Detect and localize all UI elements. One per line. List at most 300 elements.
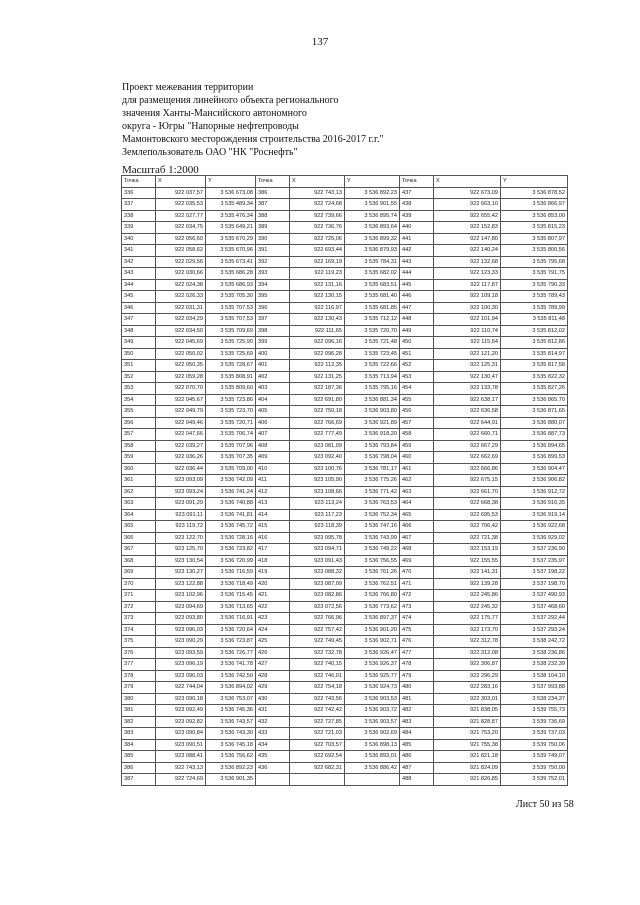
x-coordinate-cell: 923 087,09 xyxy=(290,578,345,590)
point-number-cell: 413 xyxy=(256,498,290,510)
x-coordinate-cell: 922 024,38 xyxy=(156,279,206,291)
x-coordinate-cell: 922 111,65 xyxy=(290,325,345,337)
x-coordinate-cell: 922 027,77 xyxy=(156,210,206,222)
point-number-cell: 454 xyxy=(400,383,434,395)
y-coordinate-cell: 3 536 781,17 xyxy=(345,463,400,475)
y-coordinate-cell: 3 536 798,04 xyxy=(345,452,400,464)
y-coordinate-cell: 3 536 893,01 xyxy=(345,751,400,763)
y-coordinate-cell: 3 536 903,72 xyxy=(345,705,400,717)
table-row xyxy=(122,337,568,349)
y-coordinate-cell: 3 535 673,41 xyxy=(206,256,256,268)
y-coordinate-cell: 3 536 916,35 xyxy=(501,498,568,510)
y-coordinate-cell: 3 535 670,29 xyxy=(206,233,256,245)
point-number-cell: 367 xyxy=(122,544,156,556)
x-coordinate-cell: 923 093,24 xyxy=(156,486,206,498)
point-number-cell: 388 xyxy=(256,210,290,222)
column-header-point: Точка xyxy=(256,176,290,188)
column-header-x: X xyxy=(156,176,206,188)
x-coordinate-cell: 923 096,03 xyxy=(156,670,206,682)
point-number-cell: 436 xyxy=(256,762,290,774)
y-coordinate-cell: 3 535 670,96 xyxy=(206,245,256,257)
y-coordinate-cell: 3 536 903,53 xyxy=(345,693,400,705)
y-coordinate-cell: 3 536 895,74 xyxy=(345,210,400,222)
document-header xyxy=(122,81,562,159)
y-coordinate-cell: 3 537 468,60 xyxy=(501,601,568,613)
point-number-cell xyxy=(256,774,290,786)
point-number-cell: 345 xyxy=(122,291,156,303)
x-coordinate-cell: 922 139,28 xyxy=(434,578,501,590)
x-coordinate-cell: 922 703,57 xyxy=(290,739,345,751)
table-row xyxy=(122,636,568,648)
y-coordinate-cell: 3 536 892,23 xyxy=(206,762,256,774)
x-coordinate-cell: 922 035,53 xyxy=(156,199,206,211)
point-number-cell: 399 xyxy=(256,337,290,349)
point-number-cell: 381 xyxy=(122,705,156,717)
x-coordinate-cell: 922 115,64 xyxy=(434,337,501,349)
x-coordinate-cell: 922 056,60 xyxy=(156,233,206,245)
point-number-cell: 478 xyxy=(400,659,434,671)
coordinates-table xyxy=(121,175,568,786)
y-coordinate-cell: 3 535 789,99 xyxy=(501,302,568,314)
point-number-cell: 440 xyxy=(400,222,434,234)
point-number-cell: 341 xyxy=(122,245,156,257)
x-coordinate-cell: 922 296,29 xyxy=(434,670,501,682)
x-coordinate-cell: 922 746,01 xyxy=(290,670,345,682)
point-number-cell: 460 xyxy=(400,452,434,464)
point-number-cell: 352 xyxy=(122,371,156,383)
y-coordinate-cell: 3 536 723,87 xyxy=(206,636,256,648)
x-coordinate-cell: 922 245,32 xyxy=(434,601,501,613)
y-coordinate-cell: 3 539 752,01 xyxy=(501,774,568,786)
point-number-cell: 338 xyxy=(122,210,156,222)
point-number-cell: 423 xyxy=(256,613,290,625)
x-coordinate-cell: 923 091,11 xyxy=(156,509,206,521)
point-number-cell: 445 xyxy=(400,279,434,291)
table-row xyxy=(122,567,568,579)
y-coordinate-cell: 3 536 919,14 xyxy=(501,509,568,521)
x-coordinate-cell: 922 173,70 xyxy=(434,624,501,636)
y-coordinate-cell: 3 535 649,21 xyxy=(206,222,256,234)
x-coordinate-cell: 922 663,10 xyxy=(434,199,501,211)
point-number-cell: 371 xyxy=(122,590,156,602)
x-coordinate-cell: 921 753,20 xyxy=(434,728,501,740)
x-coordinate-cell: 923 095,78 xyxy=(290,532,345,544)
header-line: значения Ханты-Мансийского автономного xyxy=(122,108,307,119)
column-header-y: Y xyxy=(345,176,400,188)
x-coordinate-cell: 922 725,06 xyxy=(290,233,345,245)
table-row xyxy=(122,360,568,372)
y-coordinate-cell: 3 535 808,91 xyxy=(206,371,256,383)
point-number-cell: 377 xyxy=(122,659,156,671)
x-coordinate-cell: 922 692,54 xyxy=(290,751,345,763)
point-number-cell: 349 xyxy=(122,337,156,349)
y-coordinate-cell: 3 539 736,69 xyxy=(501,716,568,728)
y-coordinate-cell: 3 538 234,37 xyxy=(501,693,568,705)
y-coordinate-cell: 3 536 926,37 xyxy=(345,659,400,671)
y-coordinate-cell: 3 536 871,65 xyxy=(501,406,568,418)
x-coordinate-cell: 922 660,71 xyxy=(434,429,501,441)
table-row xyxy=(122,762,568,774)
point-number-cell: 359 xyxy=(122,452,156,464)
x-coordinate-cell: 922 116,97 xyxy=(290,302,345,314)
y-coordinate-cell: 3 536 906,82 xyxy=(501,475,568,487)
x-coordinate-cell: 922 655,42 xyxy=(434,210,501,222)
x-coordinate-cell: 922 695,53 xyxy=(434,509,501,521)
point-number-cell: 427 xyxy=(256,659,290,671)
column-header-x: X xyxy=(434,176,501,188)
point-number-cell: 397 xyxy=(256,314,290,326)
table-row xyxy=(122,532,568,544)
y-coordinate-cell: 3 536 901,55 xyxy=(345,199,400,211)
y-coordinate-cell: 3 535 812,02 xyxy=(501,325,568,337)
table-body xyxy=(122,187,568,785)
point-number-cell: 426 xyxy=(256,647,290,659)
y-coordinate-cell: 3 536 718,49 xyxy=(206,578,256,590)
table-row xyxy=(122,670,568,682)
x-coordinate-cell: 922 100,30 xyxy=(434,302,501,314)
y-coordinate-cell: 3 536 741,78 xyxy=(206,659,256,671)
table-row xyxy=(122,590,568,602)
point-number-cell: 386 xyxy=(256,187,290,199)
point-number-cell: 406 xyxy=(256,417,290,429)
x-coordinate-cell: 923 100,76 xyxy=(290,463,345,475)
table-row xyxy=(122,613,568,625)
y-coordinate-cell: 3 536 865,70 xyxy=(501,394,568,406)
y-coordinate-cell: 3 535 725,69 xyxy=(206,348,256,360)
point-number-cell: 351 xyxy=(122,360,156,372)
x-coordinate-cell: 922 096,16 xyxy=(290,337,345,349)
y-coordinate-cell: 3 539 755,73 xyxy=(501,705,568,717)
table-row xyxy=(122,245,568,257)
x-coordinate-cell: 923 088,41 xyxy=(156,751,206,763)
y-coordinate-cell: 3 536 716,91 xyxy=(206,613,256,625)
y-coordinate-cell: 3 536 766,80 xyxy=(345,590,400,602)
sheet-number: Лист 50 из 58 xyxy=(516,799,574,810)
y-coordinate-cell: 3 535 822,32 xyxy=(501,371,568,383)
x-coordinate-cell: 922 133,78 xyxy=(434,383,501,395)
y-coordinate-cell: 3 536 880,07 xyxy=(501,417,568,429)
x-coordinate-cell: 923 118,39 xyxy=(290,521,345,533)
point-number-cell: 396 xyxy=(256,302,290,314)
x-coordinate-cell: 923 092,40 xyxy=(290,452,345,464)
x-coordinate-cell: 923 119,72 xyxy=(156,521,206,533)
point-number-cell: 435 xyxy=(256,751,290,763)
x-coordinate-cell: 922 045,69 xyxy=(156,337,206,349)
point-number-cell: 447 xyxy=(400,302,434,314)
point-number-cell: 469 xyxy=(400,555,434,567)
header-line: Проект межевания территории xyxy=(122,82,254,93)
table-row xyxy=(122,774,568,786)
point-number-cell: 363 xyxy=(122,498,156,510)
x-coordinate-cell: 922 691,80 xyxy=(290,394,345,406)
y-coordinate-cell: 3 536 771,42 xyxy=(345,486,400,498)
header-line: для размещения линейного объекта регионального xyxy=(122,95,339,106)
point-number-cell: 415 xyxy=(256,521,290,533)
point-number-cell: 339 xyxy=(122,222,156,234)
y-coordinate-cell: 3 535 683,51 xyxy=(345,279,400,291)
point-number-cell: 425 xyxy=(256,636,290,648)
point-number-cell: 380 xyxy=(122,693,156,705)
y-coordinate-cell: 3 535 795,68 xyxy=(501,256,568,268)
table-row xyxy=(122,291,568,303)
y-coordinate-cell: 3 536 866,97 xyxy=(501,199,568,211)
x-coordinate-cell: 922 739,66 xyxy=(290,210,345,222)
y-coordinate-cell: 3 536 918,20 xyxy=(345,429,400,441)
point-number-cell: 379 xyxy=(122,682,156,694)
point-number-cell: 373 xyxy=(122,613,156,625)
y-coordinate-cell: 3 536 894,02 xyxy=(206,682,256,694)
point-number-cell: 386 xyxy=(122,762,156,774)
y-coordinate-cell: 3 536 743,57 xyxy=(206,716,256,728)
x-coordinate-cell: 922 175,77 xyxy=(434,613,501,625)
table-row xyxy=(122,486,568,498)
table-row xyxy=(122,521,568,533)
point-number-cell: 382 xyxy=(122,716,156,728)
table-row xyxy=(122,199,568,211)
x-coordinate-cell: 922 039,27 xyxy=(156,440,206,452)
x-coordinate-cell: 922 673,09 xyxy=(434,187,501,199)
x-coordinate-cell: 922 312,08 xyxy=(434,647,501,659)
y-coordinate-cell: 3 535 723,86 xyxy=(206,394,256,406)
x-coordinate-cell: 922 666,86 xyxy=(434,463,501,475)
y-coordinate-cell: 3 536 742,50 xyxy=(206,670,256,682)
point-number-cell: 429 xyxy=(256,682,290,694)
x-coordinate-cell: 923 122,88 xyxy=(156,578,206,590)
y-coordinate-cell: 3 535 789,43 xyxy=(501,291,568,303)
y-coordinate-cell: 3 537 993,88 xyxy=(501,682,568,694)
x-coordinate-cell: 923 094,69 xyxy=(156,601,206,613)
x-coordinate-cell: 923 117,23 xyxy=(290,509,345,521)
point-number-cell: 448 xyxy=(400,314,434,326)
y-coordinate-cell: 3 536 924,73 xyxy=(345,682,400,694)
point-number-cell: 346 xyxy=(122,302,156,314)
point-number-cell: 387 xyxy=(256,199,290,211)
y-coordinate-cell: 3 535 681,40 xyxy=(345,291,400,303)
y-coordinate-cell: 3 535 720,71 xyxy=(206,417,256,429)
y-coordinate-cell: 3 535 817,58 xyxy=(501,360,568,372)
x-coordinate-cell: 922 026,33 xyxy=(156,291,206,303)
x-coordinate-cell: 921 838,05 xyxy=(434,705,501,717)
point-number-cell: 340 xyxy=(122,233,156,245)
point-number-cell: 442 xyxy=(400,245,434,257)
y-coordinate-cell: 3 535 476,34 xyxy=(206,210,256,222)
y-coordinate-cell: 3 536 726,77 xyxy=(206,647,256,659)
table-row xyxy=(122,325,568,337)
point-number-cell: 443 xyxy=(400,256,434,268)
y-coordinate-cell: 3 535 489,34 xyxy=(206,199,256,211)
x-coordinate-cell: 922 070,70 xyxy=(156,383,206,395)
x-coordinate-cell: 922 766,96 xyxy=(290,613,345,625)
column-header-y: Y xyxy=(501,176,568,188)
table-row xyxy=(122,429,568,441)
x-coordinate-cell: 923 093,09 xyxy=(156,475,206,487)
x-coordinate-cell xyxy=(290,774,345,786)
y-coordinate-cell: 3 536 745,36 xyxy=(206,705,256,717)
x-coordinate-cell: 923 113,24 xyxy=(290,498,345,510)
table-row xyxy=(122,475,568,487)
point-number-cell: 433 xyxy=(256,728,290,740)
point-number-cell: 336 xyxy=(122,187,156,199)
point-number-cell: 439 xyxy=(400,210,434,222)
x-coordinate-cell: 923 108,66 xyxy=(290,486,345,498)
x-coordinate-cell: 922 303,01 xyxy=(434,693,501,705)
y-coordinate-cell: 3 535 709,69 xyxy=(206,325,256,337)
y-coordinate-cell: 3 539 750,06 xyxy=(501,739,568,751)
x-coordinate-cell: 923 088,32 xyxy=(290,567,345,579)
table-row xyxy=(122,682,568,694)
x-coordinate-cell: 922 045,67 xyxy=(156,394,206,406)
x-coordinate-cell: 922 675,15 xyxy=(434,475,501,487)
x-coordinate-cell: 922 050,02 xyxy=(156,348,206,360)
point-number-cell: 424 xyxy=(256,624,290,636)
y-coordinate-cell: 3 536 715,45 xyxy=(206,590,256,602)
point-number-cell: 470 xyxy=(400,567,434,579)
point-number-cell: 485 xyxy=(400,739,434,751)
scale-label: Масштаб 1:2000 xyxy=(122,164,199,176)
y-coordinate-cell: 3 536 723,82 xyxy=(206,544,256,556)
y-coordinate-cell: 3 536 879,93 xyxy=(345,245,400,257)
point-number-cell: 483 xyxy=(400,716,434,728)
x-coordinate-cell: 923 091,43 xyxy=(290,555,345,567)
y-coordinate-cell: 3 536 740,88 xyxy=(206,498,256,510)
y-coordinate-cell: 3 536 904,47 xyxy=(501,463,568,475)
x-coordinate-cell: 922 749,45 xyxy=(290,636,345,648)
point-number-cell: 467 xyxy=(400,532,434,544)
y-coordinate-cell: 3 536 901,20 xyxy=(345,624,400,636)
y-coordinate-cell xyxy=(345,774,400,786)
column-header-x: X xyxy=(290,176,345,188)
x-coordinate-cell: 923 130,27 xyxy=(156,567,206,579)
point-number-cell: 353 xyxy=(122,383,156,395)
x-coordinate-cell: 922 636,58 xyxy=(434,406,501,418)
point-number-cell: 402 xyxy=(256,371,290,383)
table-row xyxy=(122,394,568,406)
point-number-cell: 401 xyxy=(256,360,290,372)
y-coordinate-cell: 3 536 922,68 xyxy=(501,521,568,533)
y-coordinate-cell: 3 536 742,09 xyxy=(206,475,256,487)
x-coordinate-cell: 922 141,31 xyxy=(434,567,501,579)
x-coordinate-cell: 922 724,69 xyxy=(156,774,206,786)
y-coordinate-cell: 3 535 686,28 xyxy=(206,268,256,280)
x-coordinate-cell: 923 090,84 xyxy=(156,728,206,740)
x-coordinate-cell: 922 152,83 xyxy=(434,222,501,234)
x-coordinate-cell: 922 744,04 xyxy=(156,682,206,694)
table-row xyxy=(122,222,568,234)
y-coordinate-cell: 3 536 743,30 xyxy=(206,728,256,740)
y-coordinate-cell: 3 538 232,39 xyxy=(501,659,568,671)
x-coordinate-cell: 923 092,49 xyxy=(156,705,206,717)
point-number-cell: 455 xyxy=(400,394,434,406)
point-number-cell: 361 xyxy=(122,475,156,487)
point-number-cell: 348 xyxy=(122,325,156,337)
x-coordinate-cell: 922 037,57 xyxy=(156,187,206,199)
point-number-cell: 481 xyxy=(400,693,434,705)
point-number-cell: 452 xyxy=(400,360,434,372)
point-number-cell: 456 xyxy=(400,406,434,418)
point-number-cell: 410 xyxy=(256,463,290,475)
x-coordinate-cell: 922 662,69 xyxy=(434,452,501,464)
point-number-cell: 394 xyxy=(256,279,290,291)
y-coordinate-cell: 3 535 800,56 xyxy=(501,245,568,257)
x-coordinate-cell: 923 093,59 xyxy=(156,647,206,659)
x-coordinate-cell: 922 125,31 xyxy=(434,360,501,372)
x-coordinate-cell: 922 721,03 xyxy=(290,728,345,740)
header-line: Мамонтовского месторождения строительства 2016-2017 г.г." xyxy=(122,134,384,145)
x-coordinate-cell: 921 821,18 xyxy=(434,751,501,763)
y-coordinate-cell: 3 536 756,62 xyxy=(206,751,256,763)
table-row xyxy=(122,705,568,717)
y-coordinate-cell: 3 535 712,12 xyxy=(345,314,400,326)
y-coordinate-cell: 3 535 681,85 xyxy=(345,302,400,314)
column-header-point: Точка xyxy=(400,176,434,188)
point-number-cell: 419 xyxy=(256,567,290,579)
x-coordinate-cell: 922 147,80 xyxy=(434,233,501,245)
y-coordinate-cell: 3 536 741,81 xyxy=(206,509,256,521)
point-number-cell: 430 xyxy=(256,693,290,705)
x-coordinate-cell: 922 155,55 xyxy=(434,555,501,567)
point-number-cell: 392 xyxy=(256,256,290,268)
point-number-cell: 366 xyxy=(122,532,156,544)
table-row xyxy=(122,601,568,613)
y-coordinate-cell: 3 535 706,74 xyxy=(206,429,256,441)
point-number-cell: 457 xyxy=(400,417,434,429)
point-number-cell: 465 xyxy=(400,509,434,521)
y-coordinate-cell: 3 536 878,52 xyxy=(501,187,568,199)
x-coordinate-cell: 922 153,19 xyxy=(434,544,501,556)
table-row xyxy=(122,728,568,740)
point-number-cell: 385 xyxy=(122,751,156,763)
x-coordinate-cell: 922 667,29 xyxy=(434,440,501,452)
y-coordinate-cell: 3 536 892,23 xyxy=(345,187,400,199)
table-row xyxy=(122,314,568,326)
x-coordinate-cell: 922 036,26 xyxy=(156,452,206,464)
point-number-cell: 411 xyxy=(256,475,290,487)
x-coordinate-cell: 922 187,36 xyxy=(290,383,345,395)
y-coordinate-cell: 3 535 707,35 xyxy=(206,452,256,464)
point-number-cell: 468 xyxy=(400,544,434,556)
y-coordinate-cell: 3 538 236,86 xyxy=(501,647,568,659)
y-coordinate-cell: 3 536 749,22 xyxy=(345,544,400,556)
y-coordinate-cell: 3 535 784,31 xyxy=(345,256,400,268)
point-number-cell: 364 xyxy=(122,509,156,521)
x-coordinate-cell: 922 644,91 xyxy=(434,417,501,429)
table-row xyxy=(122,693,568,705)
y-coordinate-cell: 3 536 775,26 xyxy=(345,475,400,487)
x-coordinate-cell: 922 754,18 xyxy=(290,682,345,694)
point-number-cell: 438 xyxy=(400,199,434,211)
point-number-cell: 474 xyxy=(400,613,434,625)
point-number-cell: 466 xyxy=(400,521,434,533)
x-coordinate-cell: 922 130,43 xyxy=(290,314,345,326)
x-coordinate-cell: 922 112,35 xyxy=(290,360,345,372)
y-coordinate-cell: 3 536 741,24 xyxy=(206,486,256,498)
point-number-cell: 350 xyxy=(122,348,156,360)
x-coordinate-cell: 922 727,85 xyxy=(290,716,345,728)
point-number-cell: 404 xyxy=(256,394,290,406)
y-coordinate-cell: 3 535 809,60 xyxy=(206,383,256,395)
y-coordinate-cell: 3 535 815,23 xyxy=(501,222,568,234)
x-coordinate-cell: 923 090,18 xyxy=(156,693,206,705)
x-coordinate-cell: 922 706,42 xyxy=(434,521,501,533)
x-coordinate-cell: 922 130,47 xyxy=(434,371,501,383)
point-number-cell: 458 xyxy=(400,429,434,441)
y-coordinate-cell: 3 535 791,75 xyxy=(501,268,568,280)
table-row xyxy=(122,452,568,464)
point-number-cell: 358 xyxy=(122,440,156,452)
point-number-cell: 462 xyxy=(400,475,434,487)
point-number-cell: 420 xyxy=(256,578,290,590)
point-number-cell: 337 xyxy=(122,199,156,211)
